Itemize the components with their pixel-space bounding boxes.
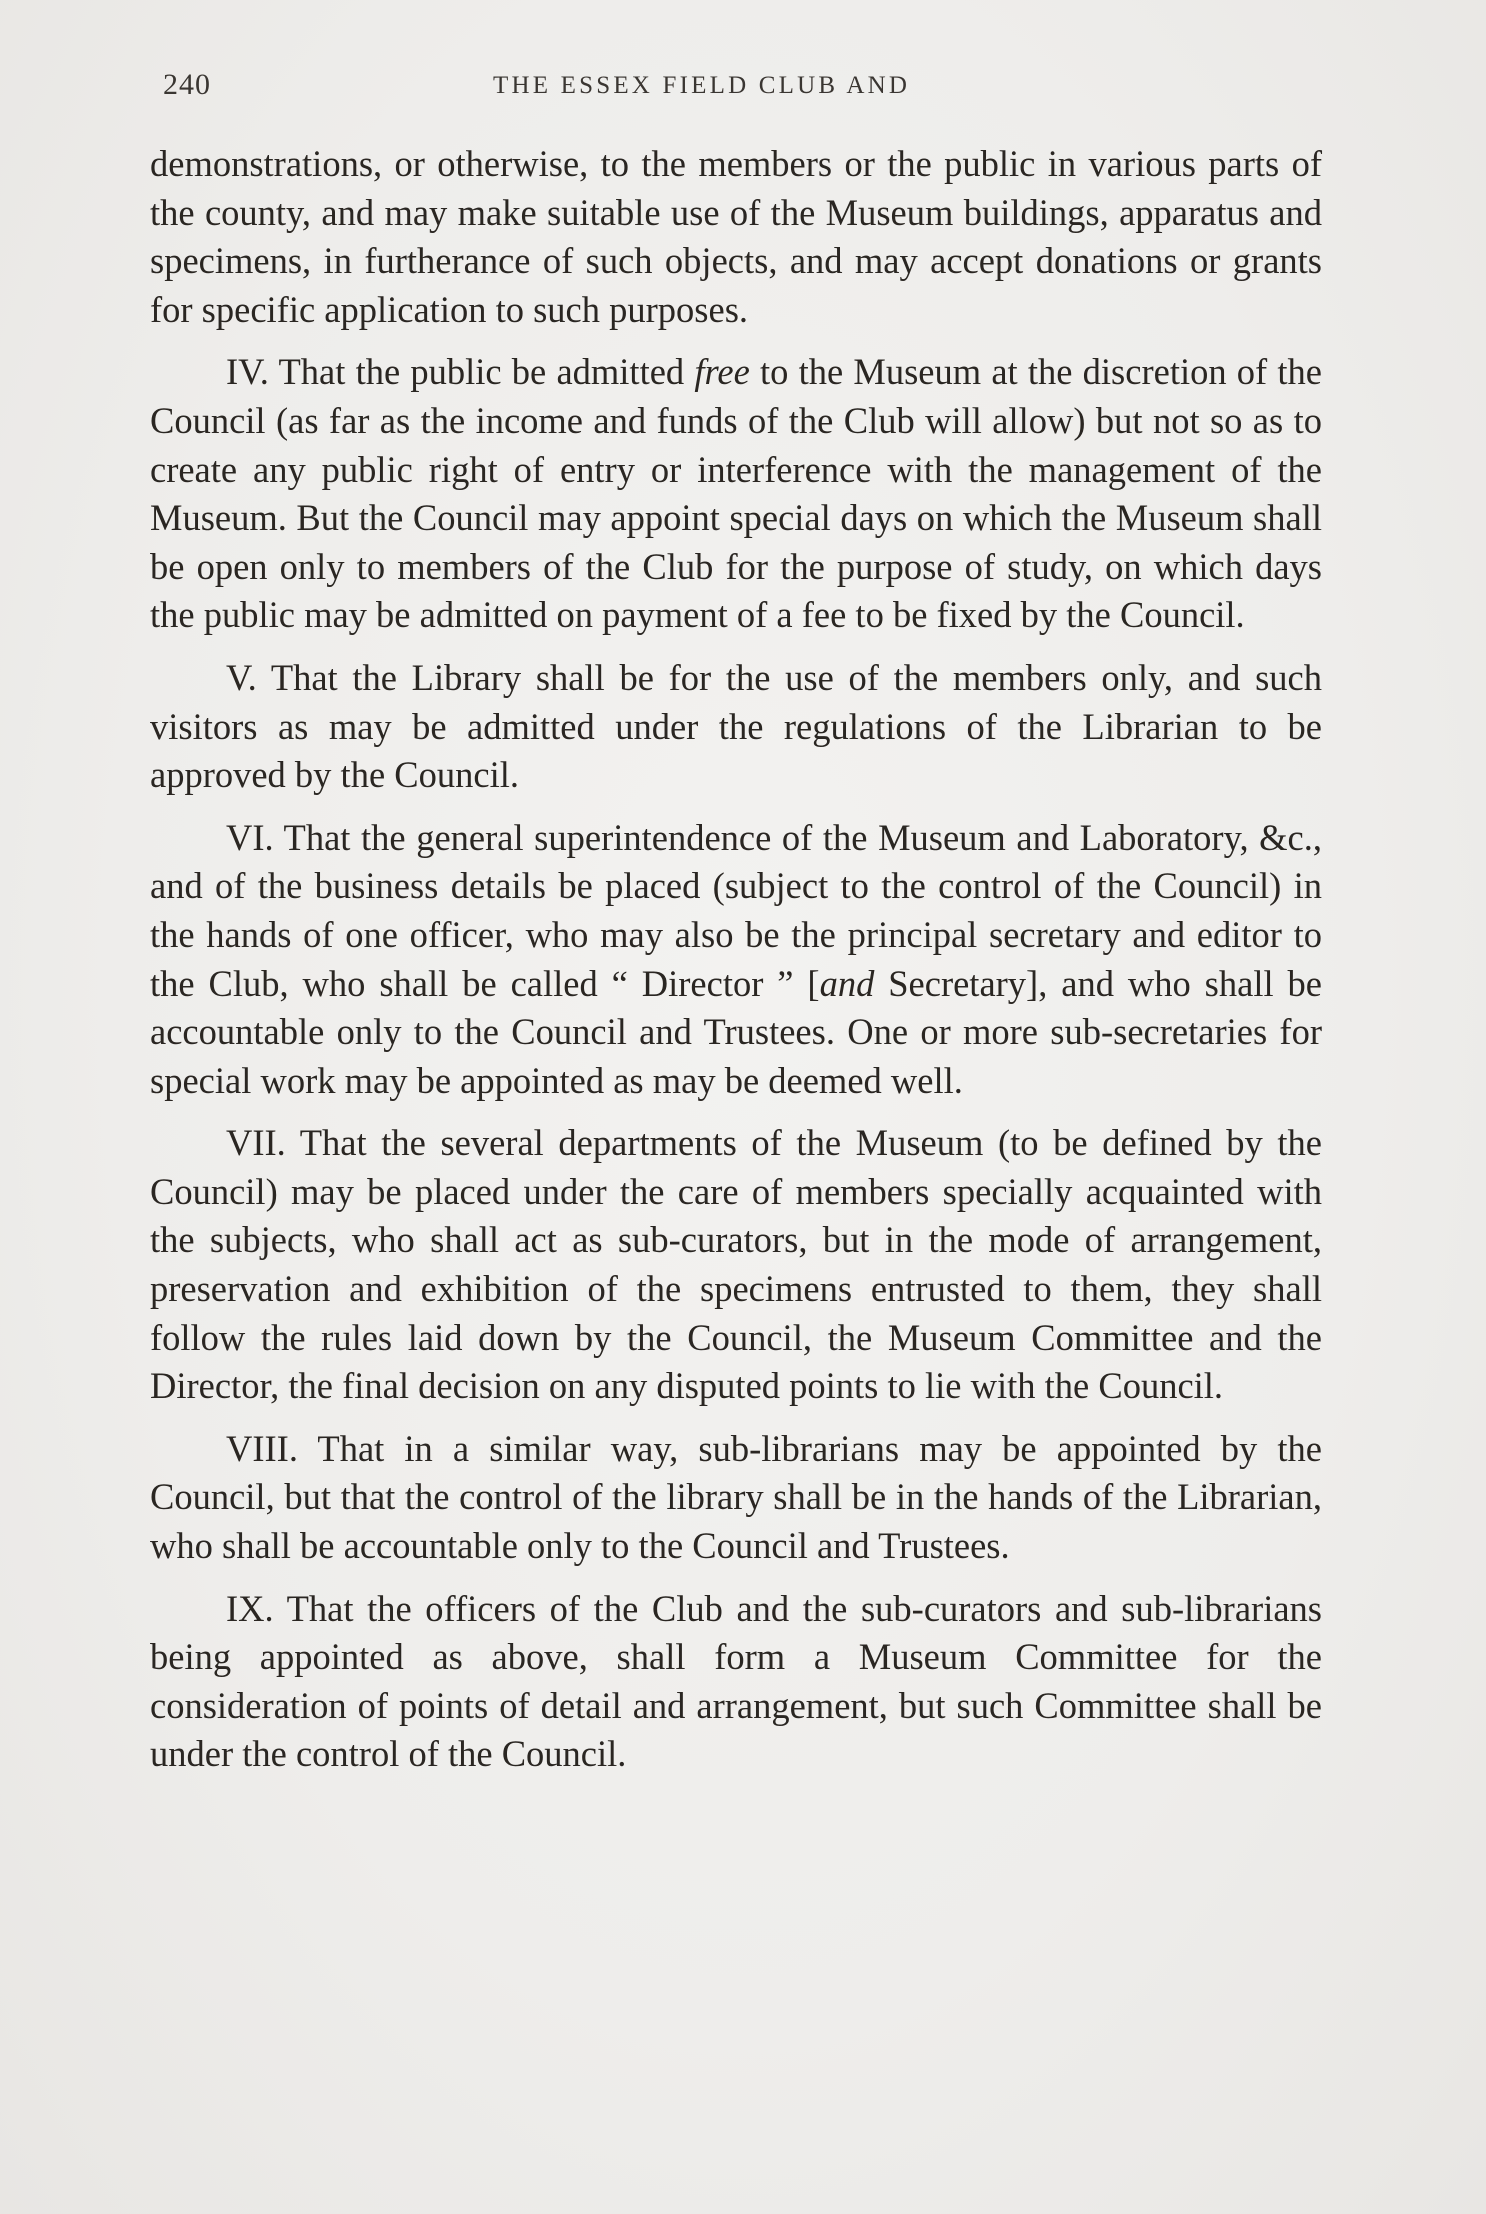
paragraph-vi-text-end: Secretary], and who shall be accountable only to the Council and Trustees. One or more sub-secretaries for special work may be appointed as may be deemed well. (150, 962, 1322, 1101)
page-number: 240 (163, 68, 211, 101)
paragraph-vi-text-start: VI. That the general superintendence of the Museum and Laboratory, &c., and of the business details be placed (subject to the control of the Council) in the hands of one officer, who may also be the principal secretary and editor to the Club, who shall be called “ Director ” [ (150, 816, 1322, 1004)
paragraph-iv-text-end: to the Museum at the discretion of the Council (as far as the income and funds of the Club will allow) but not so as to create any public right of entry or interference with the management of the Museum. But the Council may appoint special days on which the Museum shall be open only to members of the Club for the purpose of study, on which days the public may be admitted on payment of a fee to be fixed by the Council. (150, 351, 1322, 636)
paragraph-iv-text-start: IV. That the public be admitted (226, 351, 695, 393)
running-head: THE ESSEX FIELD CLUB AND (493, 72, 911, 99)
paragraph-ix: IX. That the officers of the Club and the sub-curators and sub-librarians being appointed as above, shall form a Museum Committee for the consideration of points of detail and arrangement, but such Committee shall be under the control of the Council. (150, 1587, 1322, 1775)
paragraph-vi (150, 814, 1322, 1106)
page-header (163, 68, 1323, 112)
paragraph-v: V. That the Library shall be for the use of the members only, and such visitors as may be admitted under the regulations of the Librarian to be approved by the Council. (150, 656, 1322, 796)
body-text (150, 140, 1322, 1793)
paragraph-iv-italic-word: free (694, 351, 750, 393)
paragraph-vi-italic-word: and (819, 962, 875, 1004)
paragraph-viii: VIII. That in a similar way, sub-librarians may be appointed by the Council, but that the control of the library shall be in the hands of the Librarian, who shall be accountable only to the Council and Trustees. (150, 1427, 1322, 1567)
paragraph-continuation: demonstrations, or otherwise, to the members or the public in various parts of the county, and may make suitable use of the Museum buildings, apparatus and specimens, in furtherance of such objects, and may accept donations or grants for specific application to such purposes. (150, 143, 1322, 330)
paragraph-iv (150, 348, 1322, 640)
paragraph-vii: VII. That the several departments of the Museum (to be defined by the Council) may be placed under the care of members specially acquainted with the subjects, who shall act as sub-curators, but in the mode of arrangement, preservation and exhibition of the specimens entrusted to them, they shall follow the rules laid down by the Council, the Museum Committee and the Director, the final decision on any disputed points to lie with the Council. (150, 1122, 1322, 1407)
